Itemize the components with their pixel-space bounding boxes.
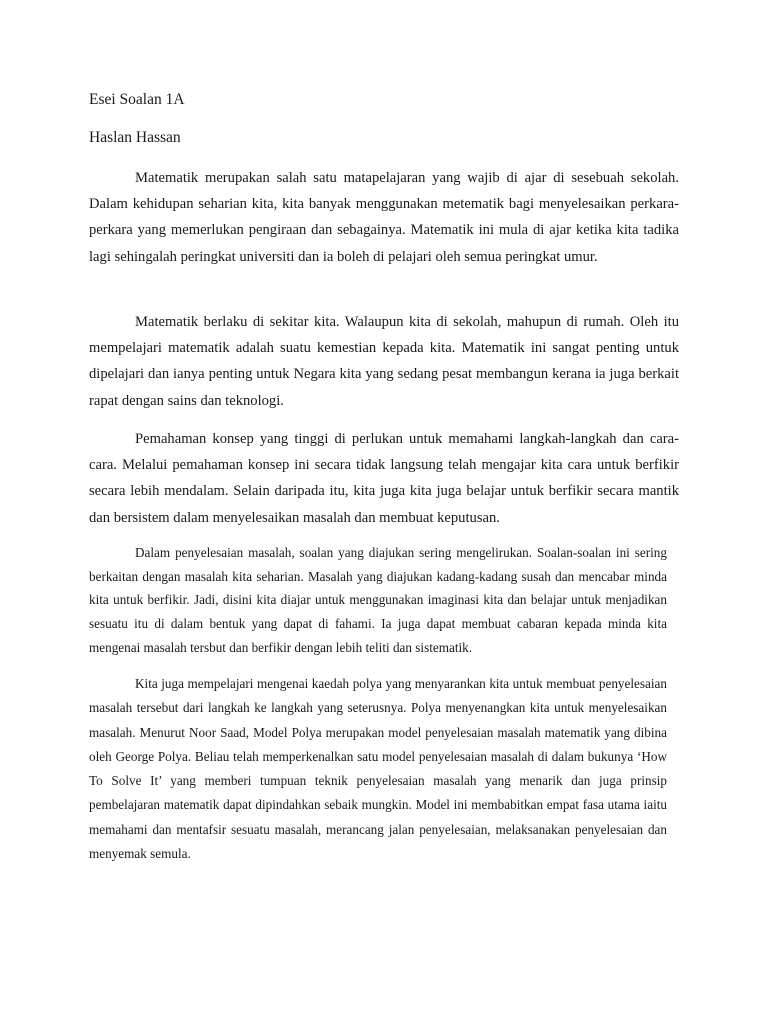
essay-paragraph-3: Pemahaman konsep yang tinggi di perlukan untuk memahami langkah-langkah dan cara-cara. Melalui pemahaman konsep ini secara tidak langsung telah mengajar kita cara untuk berfikir secara lebih mendalam. Selain daripada itu, kita juga kita juga belajar untuk berfikir secara mantik dan bersistem dalam menyelesaikan masalah dan membuat keputusan. — [89, 431, 679, 526]
document-title: Esei Soalan 1A — [89, 91, 185, 108]
essay-paragraph-4: Dalam penyelesaian masalah, soalan yang diajukan sering mengelirukan. Soalan-soalan ini sering berkaitan dengan masalah kita seharian. Masalah yang diajukan kadang-kadang susah dan mencabar minda kita untuk berfikir. Jadi, disini kita diajar untuk menggunakan imaginasi kita dan belajar untuk menjadikan sesuatu itu di dalam bentuk yang dapat di fahami. Ia juga dapat membuat cabaran kepada minda kita mengenai masalah tersbut dan berfikir dengan lebih teliti dan sistematik. — [89, 545, 667, 655]
essay-paragraph-2: Matematik berlaku di sekitar kita. Walaupun kita di sekolah, mahupun di rumah. Oleh itu mempelajari matematik adalah suatu kemestian kepada kita. Matematik ini sangat penting untuk dipelajari dan ianya penting untuk Negara kita yang sedang pesat membangun kerana ia juga berkait rapat dengan sains dan teknologi. — [89, 314, 679, 409]
document-author: Haslan Hassan — [89, 129, 181, 146]
essay-paragraph-1: Matematik merupakan salah satu matapelajaran yang wajib di ajar di sesebuah sekolah. Dalam kehidupan seharian kita, kita banyak menggunakan metematik bagi menyelesaikan perkara-perkara yang memerlukan pengiraan dan sebagainya. Matematik ini mula di ajar ketika kita tadika lagi sehingalah peringkat universiti dan ia boleh di pelajari oleh semua peringkat umur. — [89, 170, 679, 265]
essay-paragraph-5: Kita juga mempelajari mengenai kaedah polya yang menyarankan kita untuk membuat penyelesaian masalah tersebut dari langkah ke langkah yang seterusnya. Polya menyenangkan kita untuk menyelesaikan masalah. Menurut Noor Saad, Model Polya merupakan model penyelesaian masalah matematik yang dibina oleh George Polya. Beliau telah memperkenalkan satu model penyelesaian masalah di dalam bukunya ‘How To Solve It’ yang memberi tumpuan teknik penyelesaian masalah yang menarik dan juga prinsip pembelajaran matematik dapat dipindahkan sebaik mungkin. Model ini membabitkan empat fasa utama iaitu memahami dan mentafsir sesuatu masalah, merancang jalan penyelesaian, melaksanakan penyelesaian dan menyemak semula. — [89, 676, 667, 862]
